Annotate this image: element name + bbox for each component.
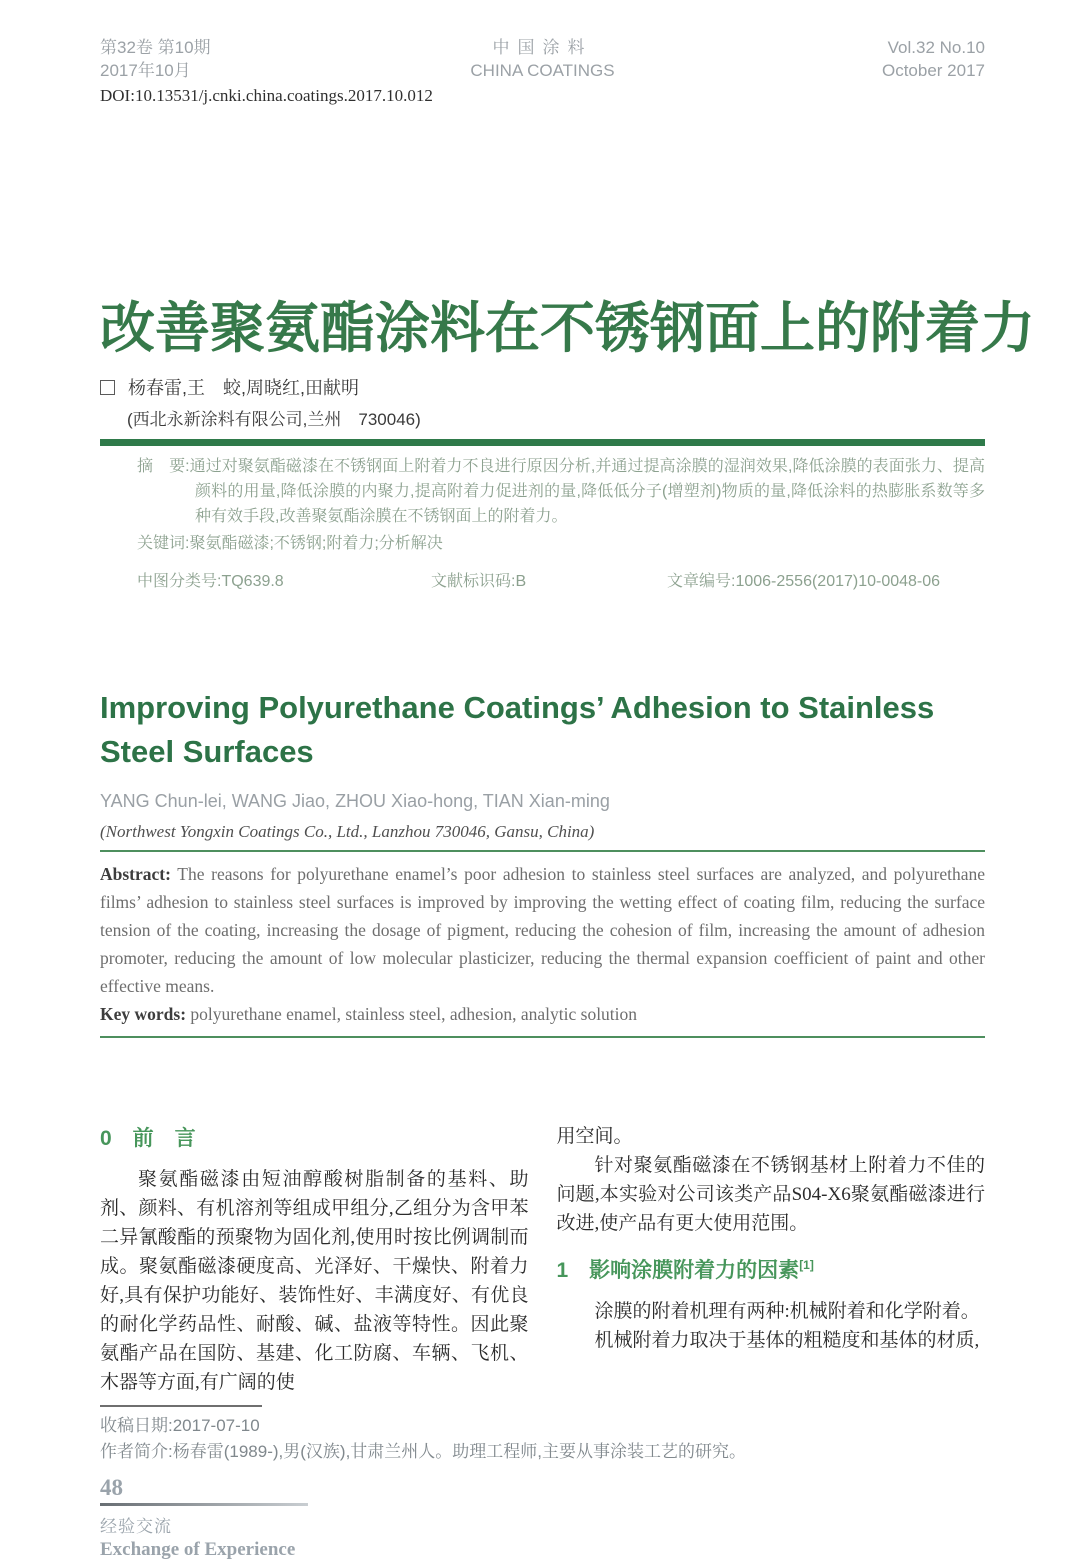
journal-masthead bbox=[100, 36, 985, 82]
article-title-en: Improving Polyurethane Coatings’ Adhesion to Stainless Steel Surfaces bbox=[100, 690, 935, 769]
keywords-label-cn: 关键词: bbox=[137, 535, 190, 552]
abstract-label-cn: 摘 要: bbox=[137, 458, 190, 475]
footer-divider bbox=[100, 1503, 308, 1506]
footnote-block bbox=[100, 1405, 985, 1464]
authors-row-cn bbox=[100, 374, 985, 400]
author-marker-box-icon bbox=[100, 380, 115, 395]
article-body-columns bbox=[100, 1122, 985, 1397]
authors-en: YANG Chun-lei, WANG Jiao, ZHOU Xiao-hong, TIAN Xian-ming bbox=[100, 791, 610, 811]
abstract-block-cn bbox=[100, 454, 985, 594]
masthead-issue-info bbox=[100, 36, 320, 82]
masthead-journal-name bbox=[320, 36, 765, 82]
keywords-line-en bbox=[100, 1000, 985, 1028]
green-divider-thin-bottom bbox=[100, 1036, 985, 1038]
keywords-label-en: Key words: bbox=[100, 1004, 187, 1024]
column-title-en: Exchange of Experience bbox=[100, 1539, 296, 1560]
issue-date-en: October 2017 bbox=[881, 61, 985, 80]
article-title-cn: 改善聚氨酯涂料在不锈钢面上的附着力 bbox=[100, 297, 1036, 359]
authors-cn: 杨春雷,王 蛟,周晓红,田献明 bbox=[128, 378, 360, 398]
received-date: 收稿日期:2017-07-10 bbox=[100, 1416, 260, 1435]
body-column-left bbox=[100, 1122, 529, 1397]
volume-number-en: Vol.32 No.10 bbox=[887, 38, 985, 57]
keywords-cn: 聚氨酯磁漆;不锈钢;附着力;分析解决 bbox=[189, 535, 443, 552]
section-heading-1-text: 1 影响涂膜附着力的因素 bbox=[556, 1259, 800, 1282]
affiliation-en: (Northwest Yongxin Coatings Co., Ltd., Lanzhou 730046, Gansu, China) bbox=[100, 822, 595, 841]
intro-paragraph: 聚氨酯磁漆由短油醇酸树脂制备的基料、助剂、颜料、有机溶剂等组成甲组分,乙组分为含甲苯二异氰酸酯的预聚物为固化剂,使用时按比例调制而成。聚氨酯磁漆硬度高、光泽好、干燥快、附着力好,具有保护功能好、装饰性好、丰满度好、有优良的耐化学药品性、耐酸、碱、盐液等特性。因此聚氨酯产品在国防、基建、化工防腐、车辆、飞机、木器等方面,有广阔的使 bbox=[100, 1169, 529, 1393]
article-id: 文章编号:1006-2556(2017)10-0048-06 bbox=[667, 573, 941, 590]
body-column-right bbox=[557, 1122, 986, 1397]
journal-name-cn: 中国涂料 bbox=[492, 38, 593, 57]
abstract-block-en bbox=[100, 860, 985, 1028]
column-title-cn: 经验交流 bbox=[100, 1517, 172, 1536]
paragraph-4: 机械附着力取决于基体的粗糙度和基体的材质, bbox=[594, 1330, 980, 1351]
document-code: 文献标识码:B bbox=[431, 573, 527, 590]
page-number: 48 bbox=[100, 1475, 123, 1500]
abstract-paragraph-cn bbox=[137, 454, 985, 529]
classification-row bbox=[137, 569, 985, 594]
affiliation-cn: (西北永新涂料有限公司,兰州 730046) bbox=[127, 410, 421, 429]
abstract-text-cn: 通过对聚氨酯磁漆在不锈钢面上附着力不良进行原因分析,并通过提高涂膜的湿润效果,降低涂膜的表面张力、提高颜料的用量,降低涂膜的内聚力,提高附着力促进剂的量,降低低分子(增塑剂)物质的量,降低涂料的热膨胀系数等多种有效手段,改善聚氨酯涂膜在不锈钢面上的附着力。 bbox=[189, 458, 985, 525]
paragraph-2: 针对聚氨酯磁漆在不锈钢基材上附着力不佳的问题,本实验对公司该类产品S04-X6聚氨酯磁漆进行改进,使产品有更大使用范围。 bbox=[556, 1155, 985, 1234]
green-divider-thick bbox=[100, 439, 985, 446]
issue-volume-cn: 第32卷 第10期 bbox=[100, 38, 211, 57]
abstract-paragraph-en bbox=[100, 860, 985, 1000]
author-bio: 作者简介:杨春雷(1989-),男(汉族),甘肃兰州人。助理工程师,主要从事涂装工艺的研究。 bbox=[100, 1442, 747, 1461]
issue-date-cn: 2017年10月 bbox=[100, 61, 191, 80]
keywords-en: polyurethane enamel, stainless steel, adhesion, analytic solution bbox=[186, 1004, 638, 1024]
section-heading-0: 0 前 言 bbox=[100, 1127, 196, 1150]
clc-number: 中图分类号:TQ639.8 bbox=[137, 573, 284, 590]
footnote-divider bbox=[100, 1405, 262, 1407]
section-heading-1-citation: [1] bbox=[799, 1258, 814, 1272]
paragraph-3: 涂膜的附着机理有两种:机械附着和化学附着。 bbox=[594, 1301, 980, 1322]
green-divider-thin-top bbox=[100, 850, 985, 852]
journal-name-en: CHINA COATINGS bbox=[470, 61, 615, 80]
page-footer bbox=[100, 1476, 985, 1561]
doi-line: DOI:10.13531/j.cnki.china.coatings.2017.10.012 bbox=[100, 86, 433, 105]
masthead-vol-info bbox=[765, 36, 985, 82]
abstract-text-en: The reasons for polyurethane enamel’s poor adhesion to stainless steel surfaces are analyzed, and polyurethane films’ adhesion to stainless steel surfaces is improved by improving the wetting effect of coating film, reducing the surface tension of the coating, increasing the dosage of pigment, reducing the cohesion of film, increasing the amount of adhesion promoter, reducing the amount of low molecular plasticizer, reducing the thermal expansion coefficient of paint and other effective means. bbox=[100, 864, 985, 996]
section-heading-1 bbox=[557, 1254, 986, 1284]
continuation-paragraph: 用空间。 bbox=[556, 1126, 633, 1147]
abstract-label-en: Abstract: bbox=[100, 864, 171, 884]
keywords-line-cn bbox=[137, 531, 985, 556]
